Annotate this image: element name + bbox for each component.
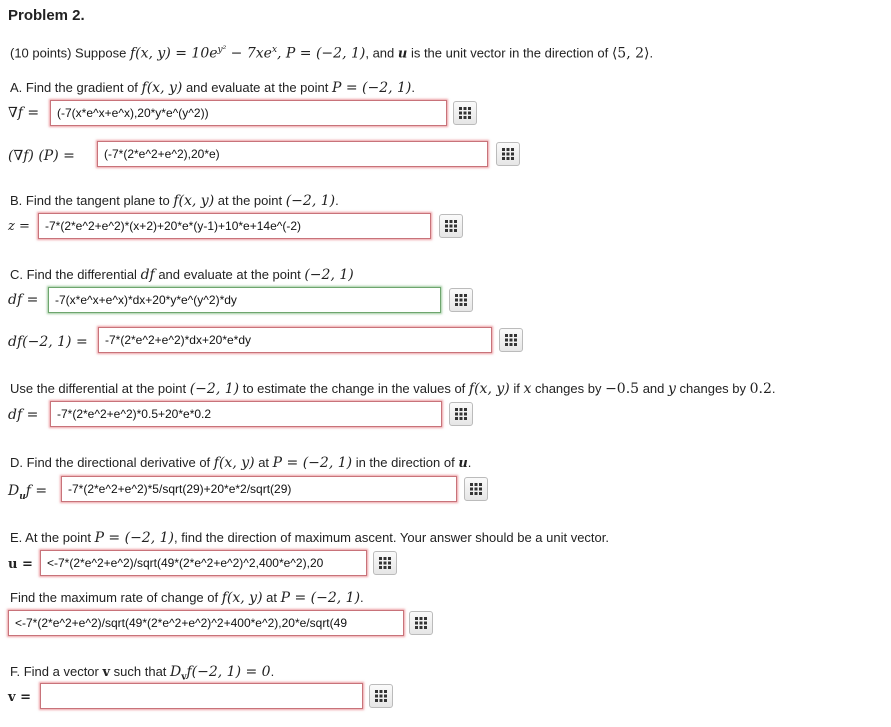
part-c-prompt: C. Find the differential df and evaluate at the point (−2, 1) <box>10 267 354 283</box>
matrix-grid-icon[interactable] <box>449 402 473 426</box>
max-ascent-input[interactable]: <-7*(2*e^2+e^2)/sqrt(49*(2*e^2+e^2)^2,400*e^2),20 <box>40 550 367 576</box>
directional-derivative-input[interactable]: -7*(2*e^2+e^2)*5/sqrt(29)+20*e*2/sqrt(29) <box>61 476 457 502</box>
part-f-prompt: F. Find a vector v such that $D_vf(-2$, 1) = 0. <box>10 664 275 683</box>
problem-intro: (10 points) Suppose f(x, $y) = 10e^{y^2} - 7xe^x$, P = (−2, 1), and u is the unit vector in the direction of ⟨5, 2⟩. <box>10 45 654 62</box>
max-rate-prompt: Find the maximum rate of change of f(x, y) at P = (−2, 1). <box>10 590 364 606</box>
matrix-grid-icon[interactable] <box>439 214 463 238</box>
matrix-grid-icon[interactable] <box>496 142 520 166</box>
tangent-plane-label: z = <box>8 219 30 234</box>
matrix-grid-icon[interactable] <box>464 477 488 501</box>
differential-at-point-input[interactable]: -7*(2*e^2+e^2)*dx+20*e*dy <box>98 327 492 353</box>
part-b-prompt: B. Find the tangent plane to f(x, y) at the point (−2, 1). <box>10 193 339 209</box>
tangent-plane-input[interactable]: -7*(2*e^2+e^2)*(x+2)+20*e*(y-1)+10*e+14e^(-2) <box>38 213 431 239</box>
gradient-input[interactable]: (-7(x*e^x+e^x),20*y*e^(y^2)) <box>50 100 447 126</box>
differential-label: df = <box>8 292 39 308</box>
vector-v-label: v = <box>8 690 31 705</box>
problem-title: Problem 2. <box>8 7 85 24</box>
estimate-label: df = <box>8 407 39 423</box>
matrix-grid-icon[interactable] <box>373 551 397 575</box>
matrix-grid-icon[interactable] <box>409 611 433 635</box>
part-e-prompt: E. At the point P = (−2, 1), find the direction of maximum ascent. Your answer should be a unit vector. <box>10 530 610 546</box>
gradient-label: ∇f = <box>8 105 40 121</box>
estimate-input[interactable]: -7*(2*e^2+e^2)*0.5+20*e*0.2 <box>50 401 442 427</box>
part-d-prompt: D. Find the directional derivative of f(x, y) at P = (−2, 1) in the direction of u. <box>10 455 472 471</box>
matrix-grid-icon[interactable] <box>449 288 473 312</box>
matrix-grid-icon[interactable] <box>499 328 523 352</box>
vector-v-input[interactable] <box>40 683 363 709</box>
part-a-prompt: A. Find the gradient of f(x, y) and evaluate at the point P = (−2, 1). <box>10 80 416 96</box>
matrix-grid-icon[interactable] <box>453 101 477 125</box>
differential-input[interactable]: -7(x*e^x+e^x)*dx+20*y*e^(y^2)*dy <box>48 287 441 313</box>
gradient-at-p-label: (∇f) (P) = <box>8 148 75 164</box>
differential-at-point-label: df(−2, 1) = <box>8 334 88 350</box>
directional-derivative-label: $D_uf$ = <box>8 483 48 502</box>
max-ascent-label: u = <box>8 557 33 572</box>
estimate-prompt: Use the differential at the point (−2, 1) to estimate the change in the values of f(x, y) if x changes by −0.5 and y changes by 0.2. <box>10 381 776 397</box>
matrix-grid-icon[interactable] <box>369 684 393 708</box>
gradient-at-p-input[interactable]: (-7*(2*e^2+e^2),20*e) <box>97 141 488 167</box>
max-rate-input[interactable]: <-7*(2*e^2+e^2)/sqrt(49*(2*e^2+e^2)^2+400*e^2),20*e/sqrt(49 <box>8 610 404 636</box>
